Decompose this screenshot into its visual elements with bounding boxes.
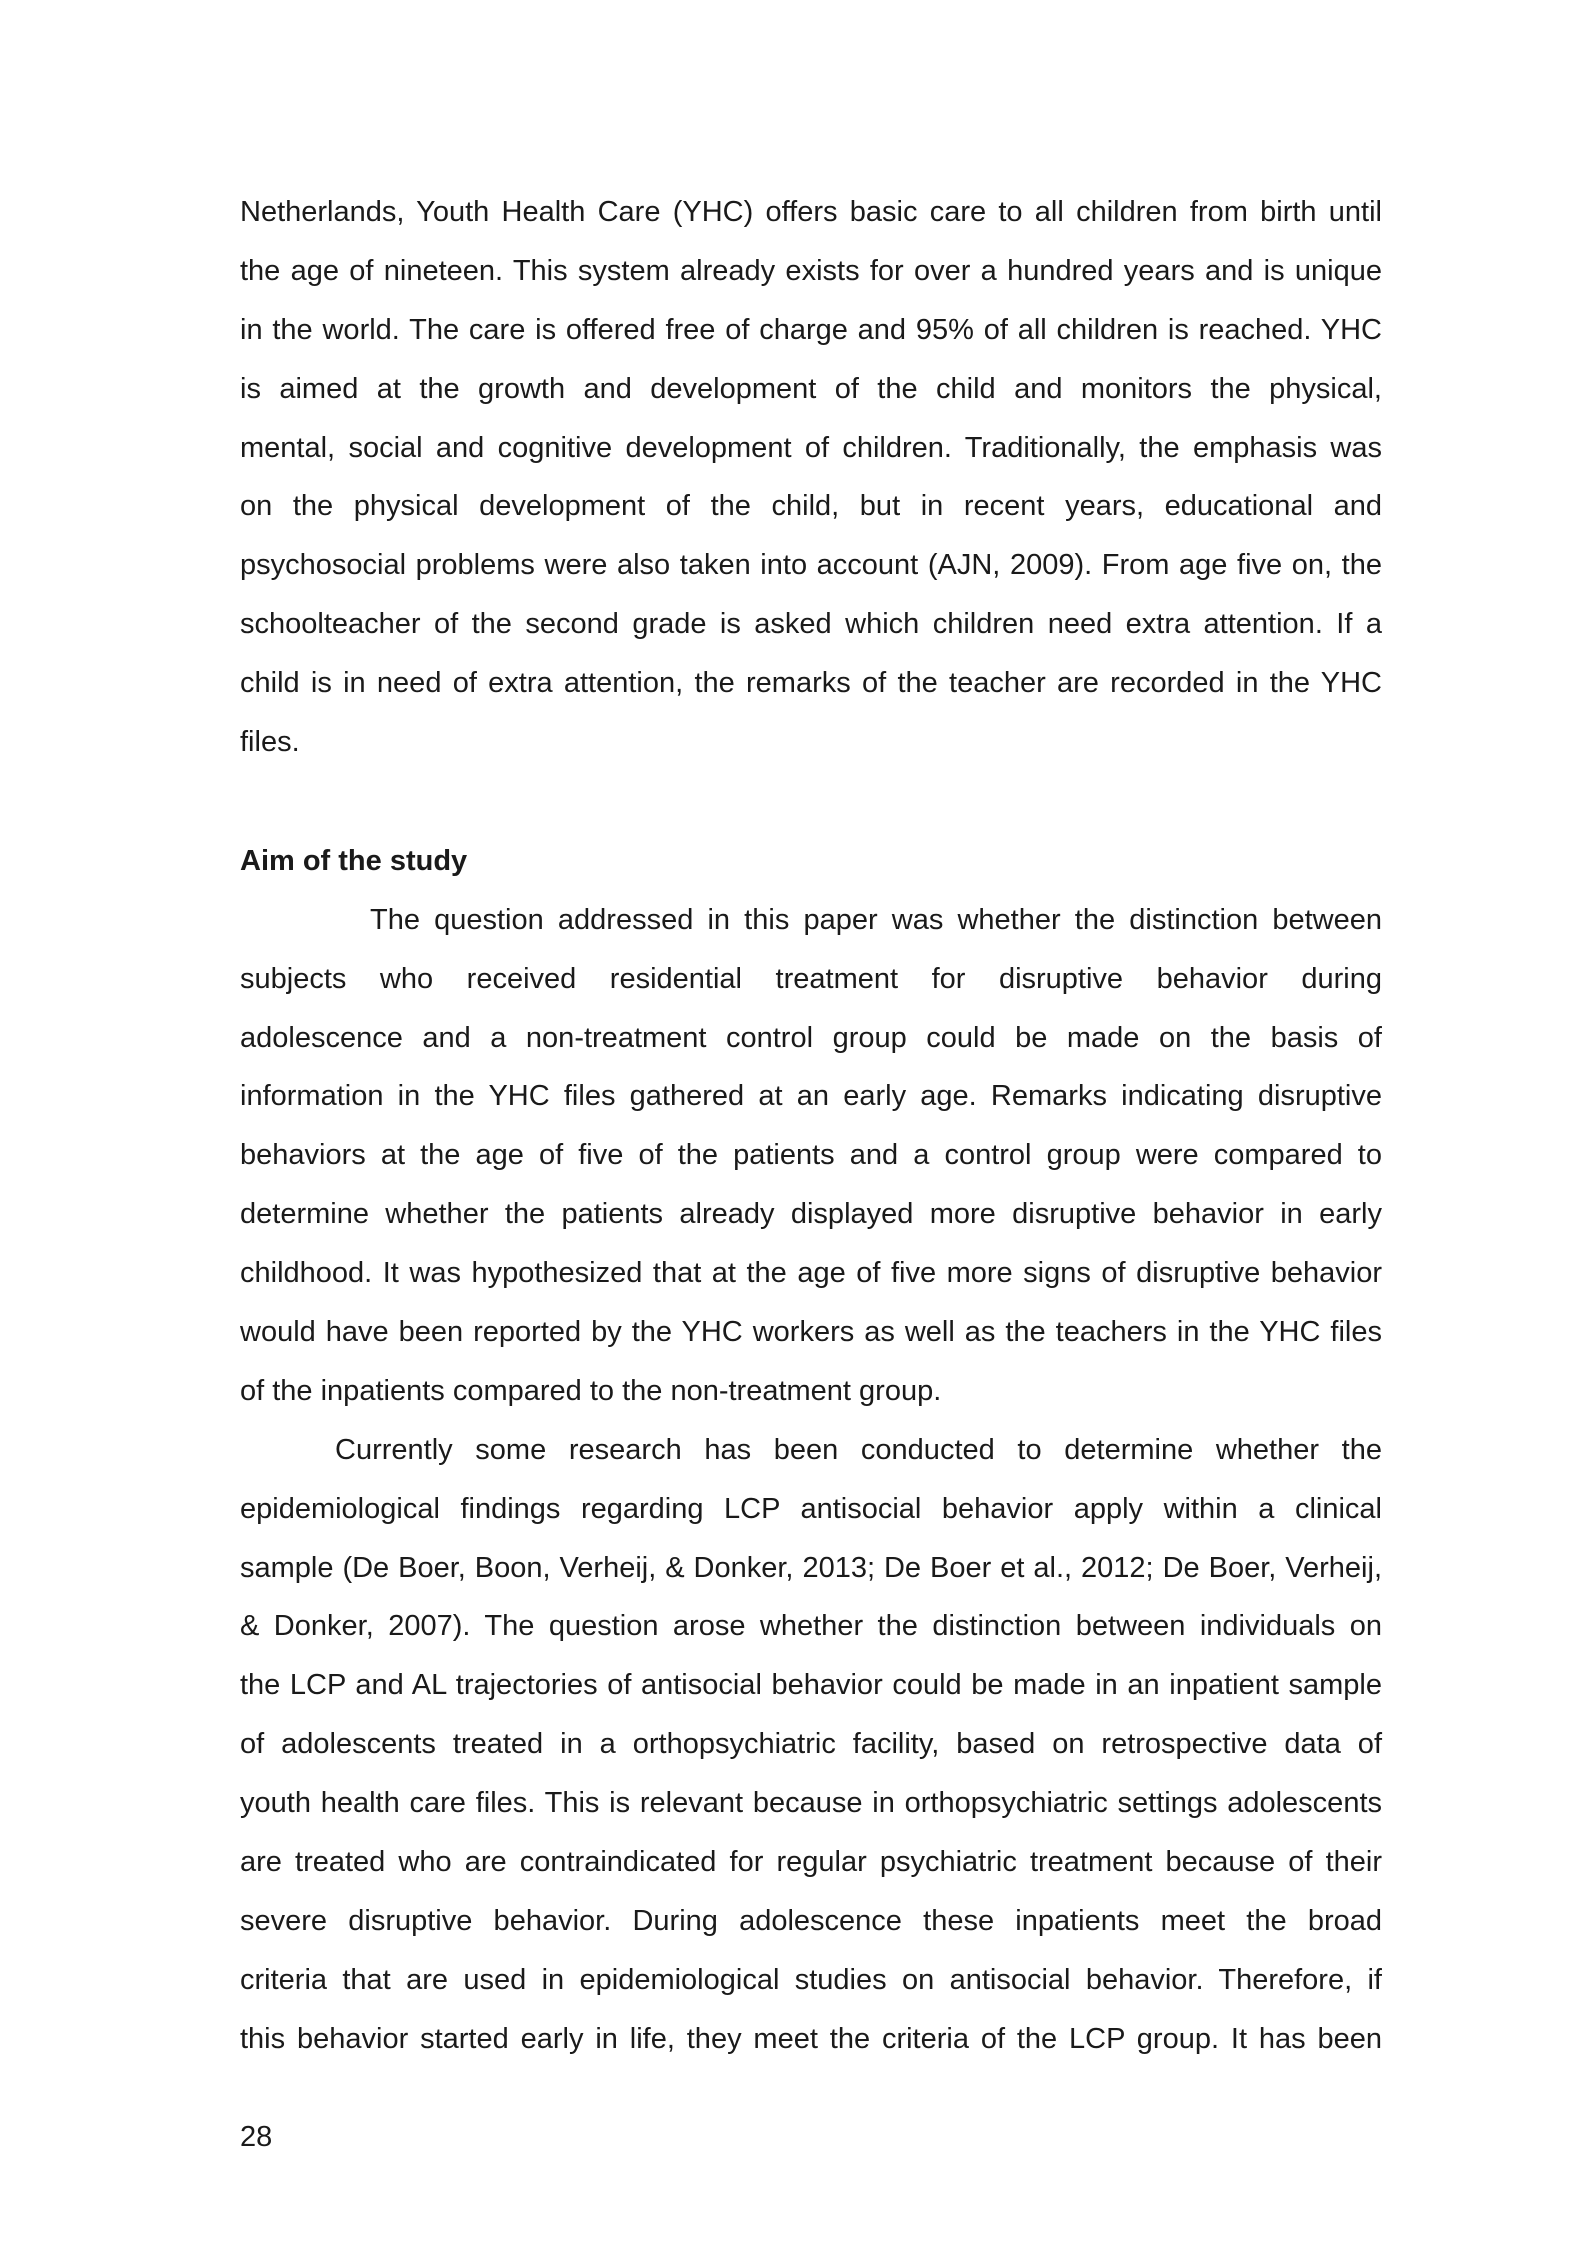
text-line: schoolteacher of the second grade is asked which children need extra attention. If a [240,608,1382,641]
text-line: severe disruptive behavior. During adolescence these inpatients meet the broad [240,1904,1382,1937]
section-heading: Aim of the study [240,844,468,877]
text-line: of adolescents treated in a orthopsychiatric facility, based on retrospective data of [240,1728,1382,1761]
text-line: childhood. It was hypothesized that at the age of five more signs of disruptive behavior [240,1257,1382,1290]
text-line: criteria that are used in epidemiological studies on antisocial behavior. Therefore, if [240,1963,1382,1996]
text-line: information in the YHC files gathered at an early age. Remarks indicating disruptive [240,1080,1382,1113]
text-line: on the physical development of the child, but in recent years, educational and [240,490,1382,523]
text-line: behaviors at the age of five of the patients and a control group were compared to [240,1139,1382,1172]
text-block [240,183,1382,2069]
text-line: in the world. The care is offered free of charge and 95% of all children is reached. YHC [240,313,1382,346]
text-line: & Donker, 2007). The question arose whether the distinction between individuals on [240,1610,1382,1643]
text-line: mental, social and cognitive development of children. Traditionally, the emphasis was [240,431,1382,464]
text-line: of the inpatients compared to the non-treatment group. [240,1374,942,1407]
text-line: the LCP and AL trajectories of antisocial behavior could be made in an inpatient sample [240,1669,1382,1702]
page-number: 28 [240,2121,273,2153]
text-line: Netherlands, Youth Health Care (YHC) offers basic care to all children from birth until [240,196,1382,228]
text-line: adolescence and a non-treatment control group could be made on the basis of [240,1021,1382,1054]
text-line: the age of nineteen. This system already exists for over a hundred years and is unique [240,254,1382,287]
text-line: are treated who are contraindicated for regular psychiatric treatment because of their [240,1846,1382,1879]
text-line: determine whether the patients already displayed more disruptive behavior in early [240,1198,1382,1231]
text-line: Currently some research has been conducted to determine whether the [335,1433,1382,1466]
text-line: sample (De Boer, Boon, Verheij, & Donker, 2013; De Boer et al., 2012; De Boer, Verheij, [240,1551,1382,1584]
text-line: youth health care files. This is relevant because in orthopsychiatric settings adolescents [240,1787,1382,1820]
text-line: The question addressed in this paper was whether the distinction between [370,903,1382,936]
paragraph-spacer [240,772,1382,832]
text-line: child is in need of extra attention, the remarks of the teacher are recorded in the YHC [240,667,1382,700]
text-line: is aimed at the growth and development of the child and monitors the physical, [240,372,1382,405]
text-line: psychosocial problems were also taken into account (AJN, 2009). From age five on, the [240,549,1382,582]
text-line: subjects who received residential treatment for disruptive behavior during [240,962,1382,995]
text-line: would have been reported by the YHC workers as well as the teachers in the YHC files [240,1316,1382,1349]
text-line: files. [240,726,300,759]
text-line: epidemiological findings regarding LCP antisocial behavior apply within a clinical [240,1492,1382,1525]
text-line: this behavior started early in life, they meet the criteria of the LCP group. It has been [240,2022,1382,2055]
